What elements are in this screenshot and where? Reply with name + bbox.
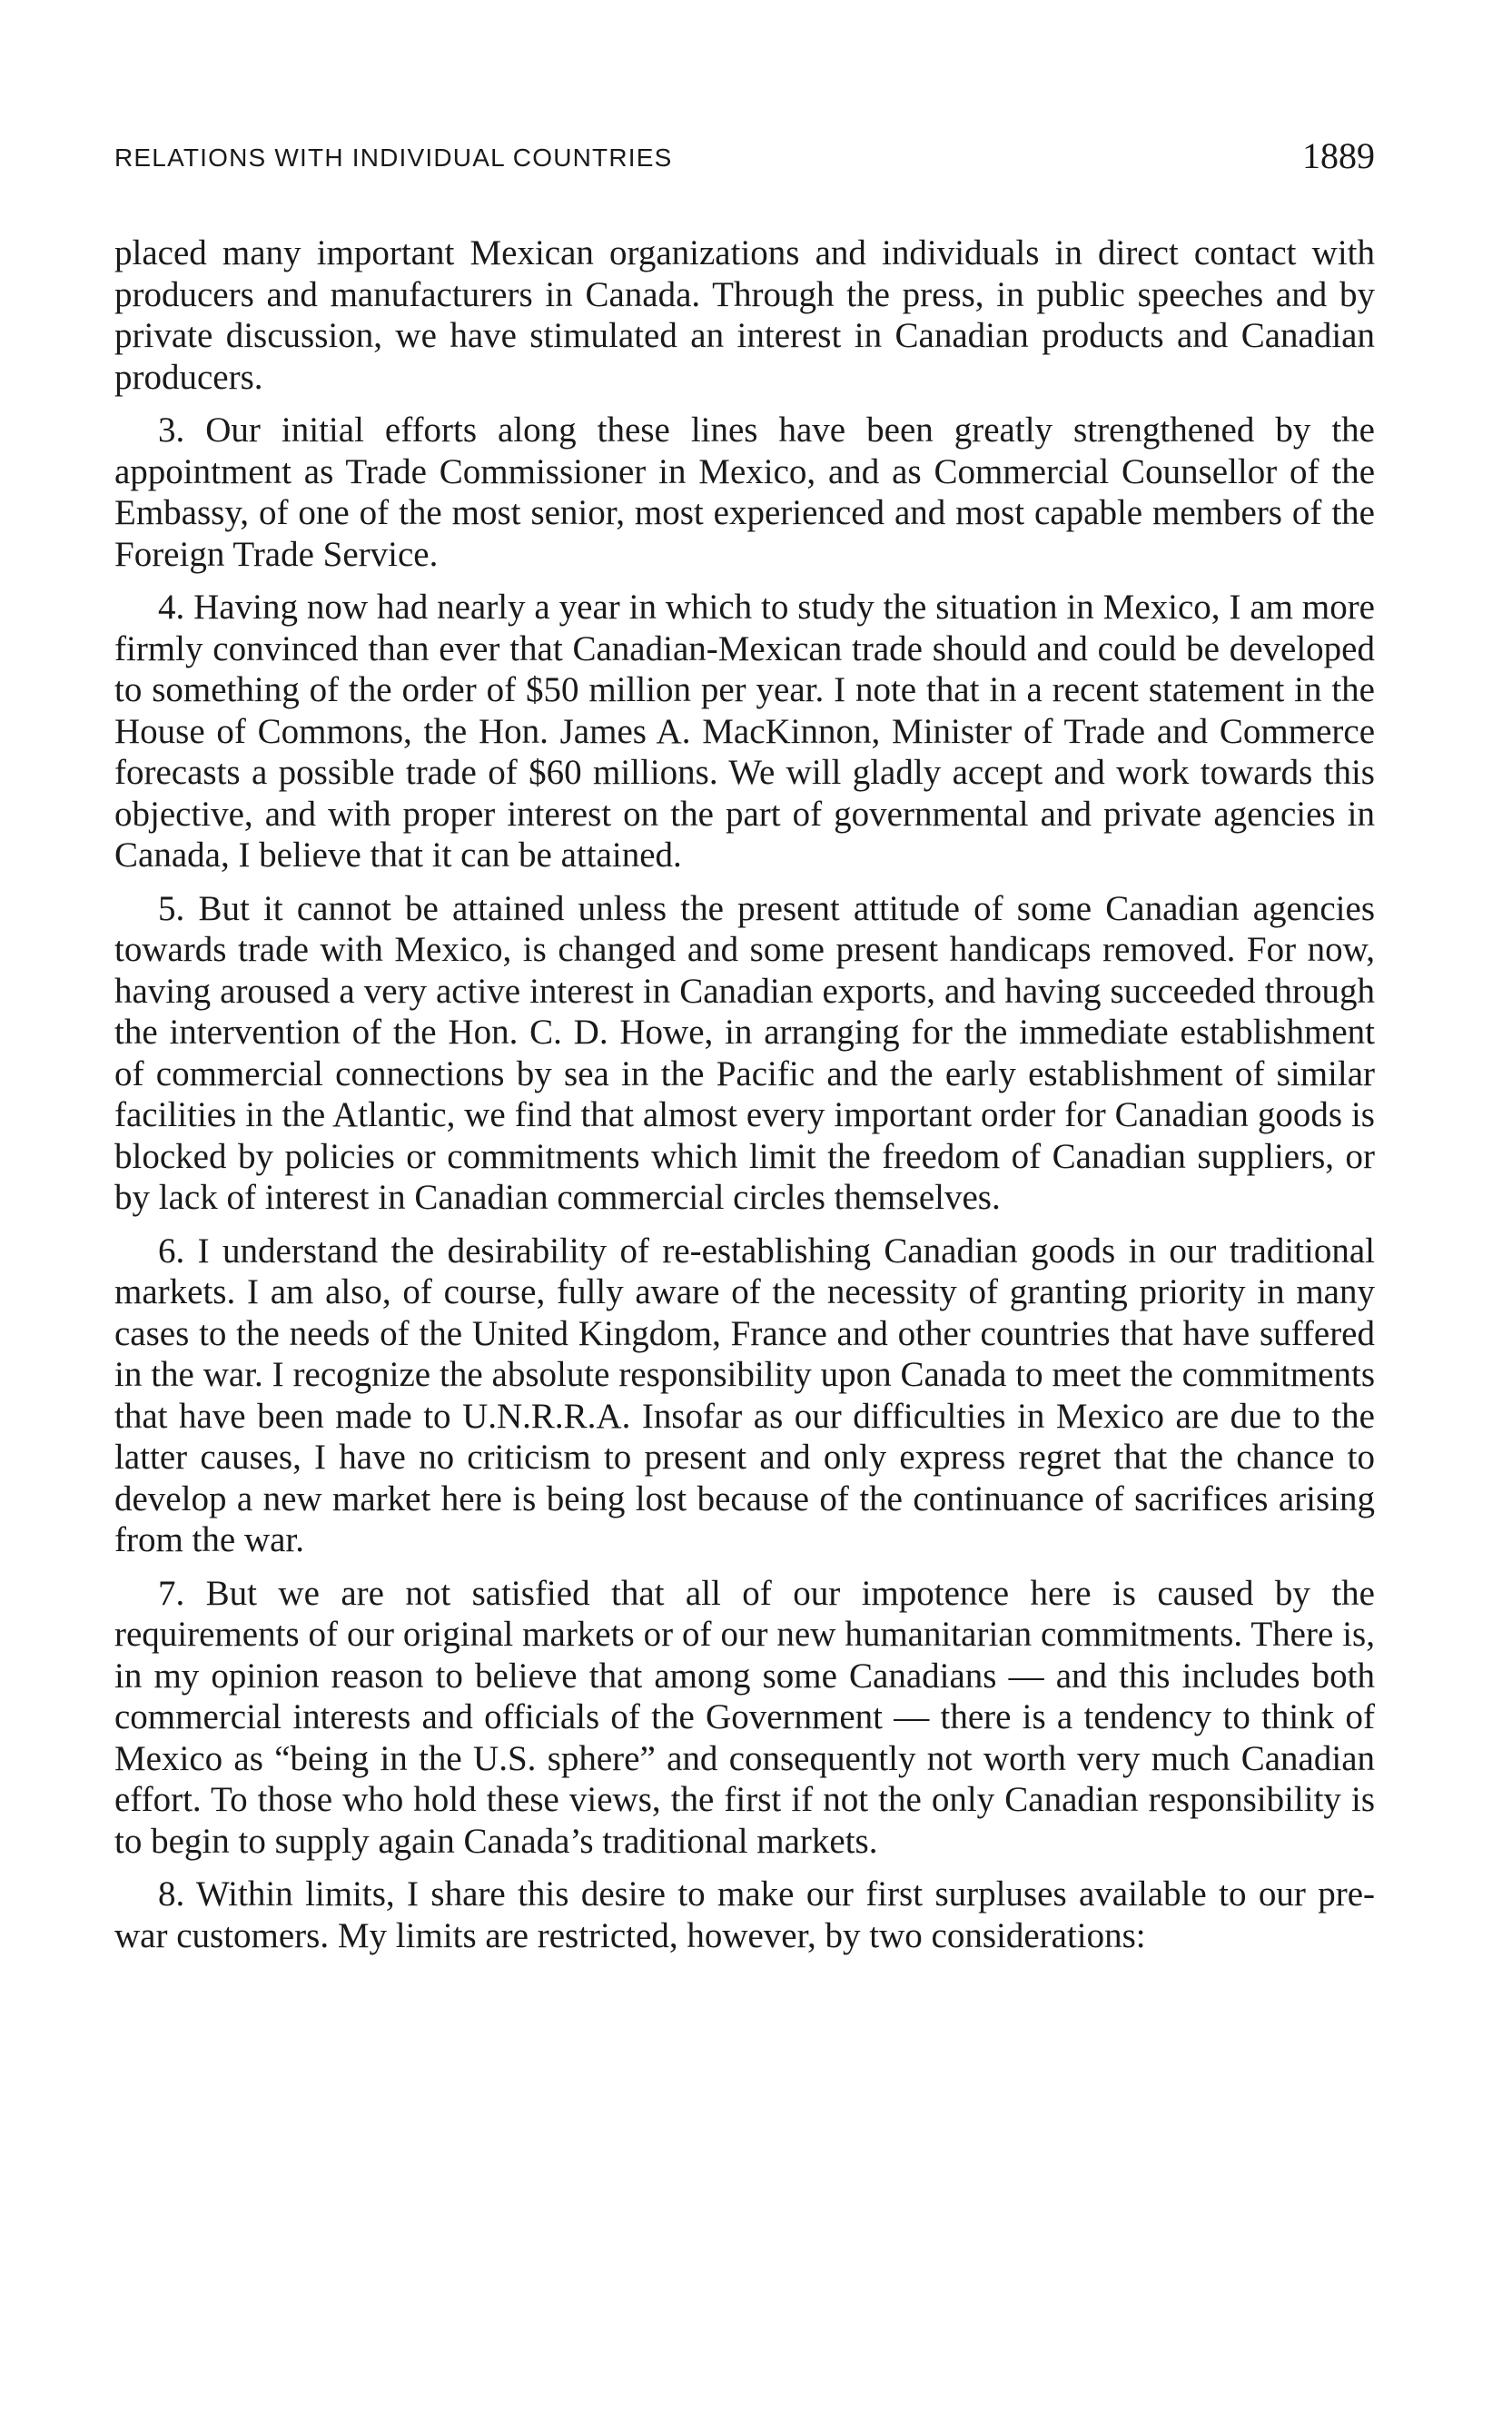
section-title: RELATIONS WITH INDIVIDUAL COUNTRIES xyxy=(114,143,673,172)
paragraph-continuation: placed many important Mexican organizations and individuals in direct contact with producers and manufacturers in Canada. Through the press, in public speeches and by private discussion, we have stimulated an interest in Canadian products and Canadian producers. xyxy=(114,233,1375,397)
running-head xyxy=(114,134,1375,180)
body-text xyxy=(114,232,1375,1956)
paragraph-8: 8. Within limits, I share this desire to make our first surpluses available to our pre-war customers. My limits are restricted, however, by two considerations: xyxy=(114,1874,1375,1955)
paragraph-4: 4. Having now had nearly a year in which to study the situation in Mexico, I am more firmly convinced than ever that Canadian-Mexican trade should and could be developed to something of the order of $50 million per year. I note that in a recent statement in the House of Commons, the Hon. James A. MacKinnon, Minister of Trade and Commerce forecasts a possible trade of $60 millions. We will gladly accept and work towards this objective, and with proper interest on the part of governmental and private agencies in Canada, I believe that it can be attained. xyxy=(114,588,1375,875)
paragraph-3: 3. Our initial efforts along these lines have been greatly strengthened by the appointment as Trade Commissioner in Mexico, and as Commercial Counsellor of the Embassy, of one of the most senior, most experienced and most capable members of the Foreign Trade Service. xyxy=(114,410,1375,574)
paragraph-6: 6. I understand the desirability of re-establishing Canadian goods in our traditional markets. I am also, of course, fully aware of the necessity of granting priority in many cases to the needs of the United Kingdom, France and other countries that have suffered in the war. I recognize the absolute responsibility upon Canada to meet the commitments that have been made to U.N.R.R.A. Insofar as our difficulties in Mexico are due to the latter causes, I have no criticism to present and only express regret that the chance to develop a new market here is being lost because of the continuance of sacrifices arising from the war. xyxy=(114,1231,1375,1559)
paragraph-5: 5. But it cannot be attained unless the present attitude of some Canadian agencies towards trade with Mexico, is changed and some present handicaps removed. For now, having aroused a very active interest in Canadian exports, and having succeeded through the intervention of the Hon. C. D. Howe, in arranging for the immediate establishment of commercial connections by sea in the Pacific and the early establishment of similar facilities in the Atlantic, we find that almost every important order for Canadian goods is blocked by policies or commitments which limit the freedom of Canadian suppliers, or by lack of interest in Canadian commercial circles themselves. xyxy=(114,888,1375,1217)
page-number: 1889 xyxy=(1302,135,1375,176)
paragraph-7: 7. But we are not satisfied that all of our impotence here is caused by the requirements of our original markets or of our new humanitarian commitments. There is, in my opinion reason to believe that among some Canadians — and this includes both commercial interests and officials of the Government — there is a tendency to think of Mexico as “being in the U.S. sphere” and consequently not worth very much Canadian effort. To those who hold these views, the first if not the only Canadian responsibility is to begin to supply again Canada’s traditional markets. xyxy=(114,1573,1375,1861)
